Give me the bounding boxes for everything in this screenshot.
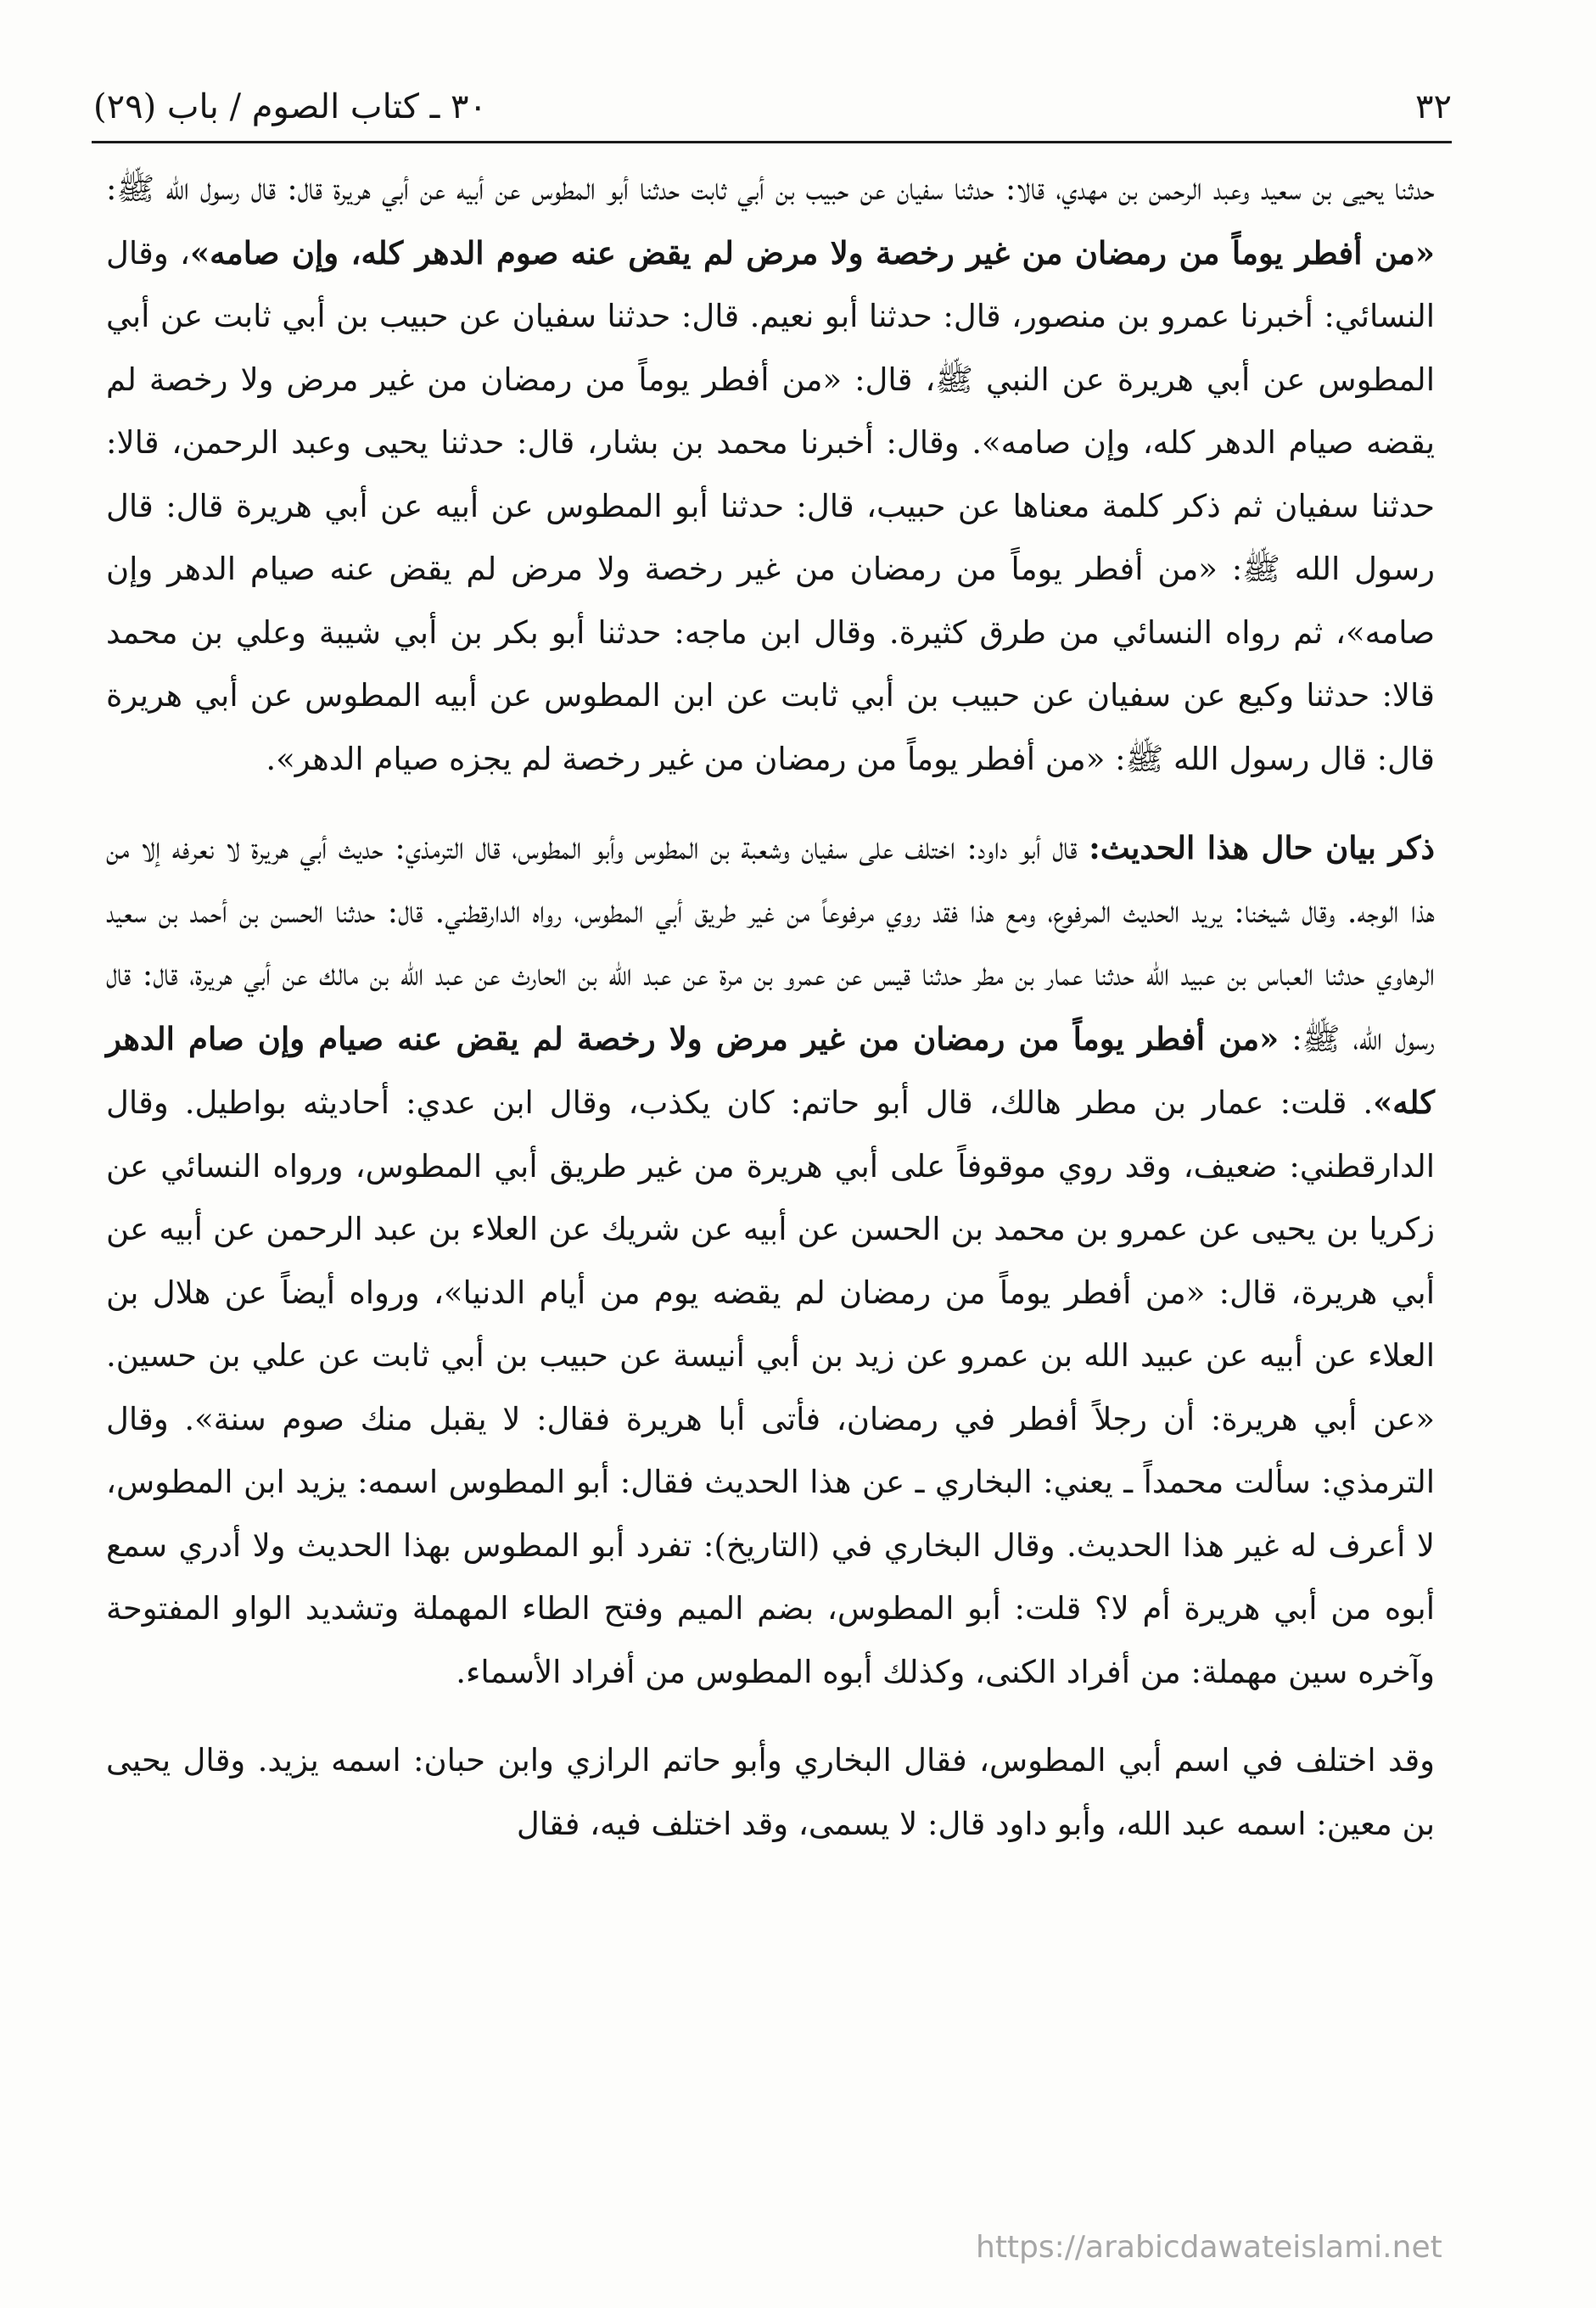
text-segment: حدثنا يحيى بن سعيد وعبد الرحمن بن مهدي، قالا: حدثنا سفيان عن حبيب بن أبي ثابت حدثنا أبو المطوس عن أبيه عن أبي هريرة قال: قال رسول الله ﷺ: — [106, 171, 1435, 207]
running-title: ٣٠ ـ كتاب الصوم / باب (٢٩) — [93, 87, 487, 126]
hadith-quote-bold: «من أفطر يوماً من رمضان من غير مرض ولا رخصة لم يقض عنه صيام وإن صام الدهر كله» — [106, 1019, 1435, 1121]
text-segment: ، وقال النسائي: أخبرنا عمرو بن منصور، قال: حدثنا أبو نعيم. قال: حدثنا سفيان عن حبيب بن أبي ثابت عن أبي المطوس عن أبي هريرة عن النبي ﷺ، قال: «من أفطر يوماً من رمضان من غير مرض ولا رخصة لم يقضه صيام الدهر كله، وإن صامه». وقال: أخبرنا محمد بن بشار، قال: حدثنا يحيى وعبد الرحمن، قالا: حدثنا سفيان ثم ذكر كلمة معناها عن حبيب، قال: حدثنا أبو المطوس عن أبيه عن أبي هريرة قال: قال رسول الله ﷺ: «من أفطر يوماً من رمضان من غير رخصة ولا مرض لم يقض عنه صيام الدهر وإن صامه»، ثم رواه النسائي من طرق كثيرة. وقال ابن ماجه: حدثنا أبو بكر بن أبي شيبة وعلي بن محمد قالا: حدثنا وكيع عن سفيان عن حبيب بن أبي ثابت عن ابن المطوس عن أبيه المطوس عن أبي هريرة قال: قال رسول الله ﷺ: «من أفطر يوماً من رمضان من غير رخصة لم يجزه صيام الدهر». — [106, 234, 1435, 777]
header-rule — [92, 141, 1452, 143]
hadith-quote-bold: «من أفطر يوماً من رمضان من غير رخصة ولا مرض لم يقض عنه صوم الدهر كله، وإن صامه» — [189, 233, 1436, 272]
paragraph-name-discussion — [106, 1729, 1435, 1856]
section-heading: ذكر بيان حال هذا الحديث: — [1089, 829, 1435, 866]
text-segment: قال أبو داود: اختلف على سفيان وشعبة بن المطوس وأبو المطوس، قال الترمذي: حديث أبي هريرة لا نعرفه إلا من هذا الوجه. وقال شيخنا: يريد الحديث المرفوع، ومع هذا فقد روي مرفوعاً من غير طريق أبي المطوس، رواه الدارقطني. قال: حدثنا الحسن بن أحمد بن سعيد الرهاوي حدثنا العباس بن عبيد الله حدثنا عمار بن مطر حدثنا قيس عن عمرو بن مرة عن عبد الله بن الحارث عن عبد الله بن مالك عن أبي هريرة، قال: قال رسول الله، ﷺ: — [106, 830, 1435, 1057]
page-body — [106, 158, 1435, 2228]
page-number: ٣٢ — [1415, 87, 1452, 126]
paragraph-hadith-narrations — [106, 158, 1435, 791]
paragraph-hadith-status — [106, 816, 1435, 1704]
page-header — [93, 73, 1452, 141]
watermark-link[interactable]: https://arabicdawateislami.net — [976, 2230, 1442, 2265]
text-segment: وقد اختلف في اسم أبي المطوس، فقال البخاري وأبو حاتم الرازي وابن حبان: اسمه يزيد. وقال يحيى بن معين: اسمه عبد الله، وأبو داود قال: لا يسمى، وقد اختلف فيه، فقال — [106, 1742, 1435, 1842]
text-segment: . قلت: عمار بن مطر هالك، قال أبو حاتم: كان يكذب، وقال ابن عدي: أحاديثه بواطيل. وقال الدارقطني: ضعيف، وقد روي موقوفاً على أبي هريرة من غير طريق أبي المطوس، ورواه النسائي عن زكريا بن يحيى عن عمرو بن محمد بن الحسن عن أبيه عن شريك عن العلاء بن عبد الرحمن عن أبيه عن أبي هريرة، قال: «من أفطر يوماً من رمضان لم يقضه يوم من أيام الدنيا»، ورواه أيضاً عن هلال بن العلاء عن أبيه عن عبيد الله بن عمرو عن زيد بن أبي أنيسة عن حبيب بن أبي ثابت عن علي بن حسين. «عن أبي هريرة: أن رجلاً أفطر في رمضان، فأتى أبا هريرة فقال: لا يقبل منك صوم سنة». وقال الترمذي: سألت محمداً ـ يعني: البخاري ـ عن هذا الحديث فقال: أبو المطوس اسمه: يزيد ابن المطوس، لا أعرف له غير هذا الحديث. وقال البخاري في (التاريخ): تفرد أبو المطوس بهذا الحديث ولا أدري سمع أبوه من أبي هريرة أم لا؟ قلت: أبو المطوس، بضم الميم وفتح الطاء المهملة وتشديد الواو المفتوحة وآخره سين مهملة: من أفراد الكنى، وكذلك أبوه المطوس من أفراد الأسماء. — [106, 1084, 1435, 1690]
